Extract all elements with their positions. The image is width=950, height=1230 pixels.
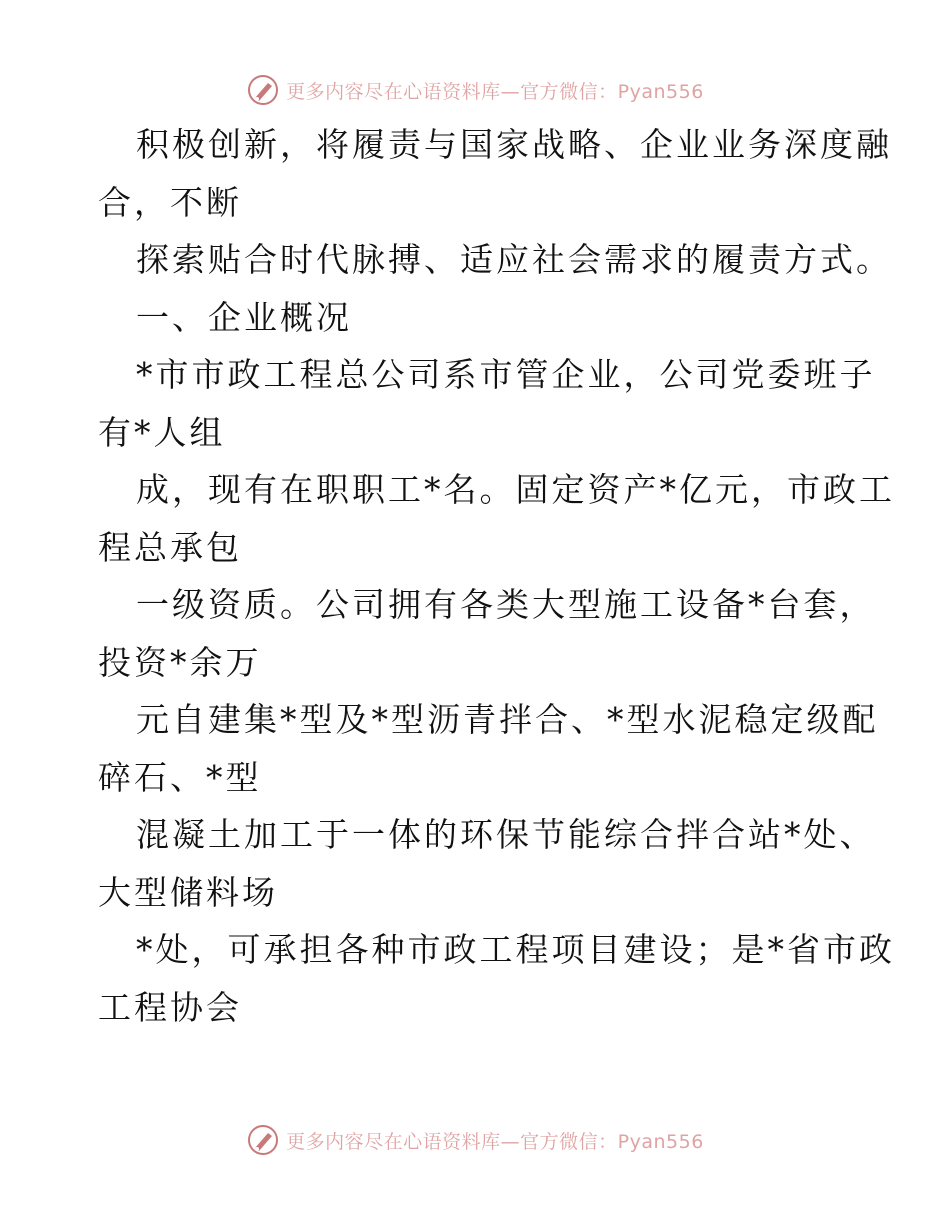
paragraph-line: 碎石、*型 <box>98 757 262 797</box>
document-body <box>98 116 895 1036</box>
paragraph-line: *市市政工程总公司系市管企业，公司党委班子 <box>136 355 876 394</box>
paragraph-line: 有*人组 <box>98 412 226 452</box>
pen-nib-logo-icon <box>246 1123 280 1157</box>
watermark-text: 更多内容尽在心语资料库—官方微信：Pyan556 <box>286 1130 704 1153</box>
paragraph-line: 元自建集*型及*型沥青拌合、*型水泥稳定级配 <box>136 700 879 739</box>
paragraph-line: 投资*余万 <box>98 642 262 682</box>
paragraph-line: 探索贴合时代脉搏、适应社会需求的履责方式。 <box>136 240 892 279</box>
paragraph-line: 混凝土加工于一体的环保节能综合拌合站*处、 <box>136 815 876 854</box>
paragraph-line: 大型储料场 <box>98 872 278 912</box>
watermark-header <box>0 70 950 110</box>
paragraph-line: 积极创新，将履责与国家战略、企业业务深度融 <box>136 125 892 164</box>
pen-nib-logo-icon <box>246 73 280 107</box>
paragraph-line: 程总承包 <box>98 527 242 567</box>
paragraph-line: 合，不断 <box>98 182 242 222</box>
paragraph-line: *处，可承担各种市政工程项目建设；是*省市政 <box>136 930 895 969</box>
paragraph-line: 工程协会 <box>98 987 242 1027</box>
watermark-text: 更多内容尽在心语资料库—官方微信：Pyan556 <box>286 80 704 103</box>
paragraph-line: 成，现有在职职工*名。固定资产*亿元，市政工 <box>136 470 895 509</box>
section-heading: 一、企业概况 <box>136 297 352 337</box>
watermark-footer <box>0 1120 950 1160</box>
paragraph-line: 一级资质。公司拥有各类大型施工设备*台套， <box>136 585 876 624</box>
